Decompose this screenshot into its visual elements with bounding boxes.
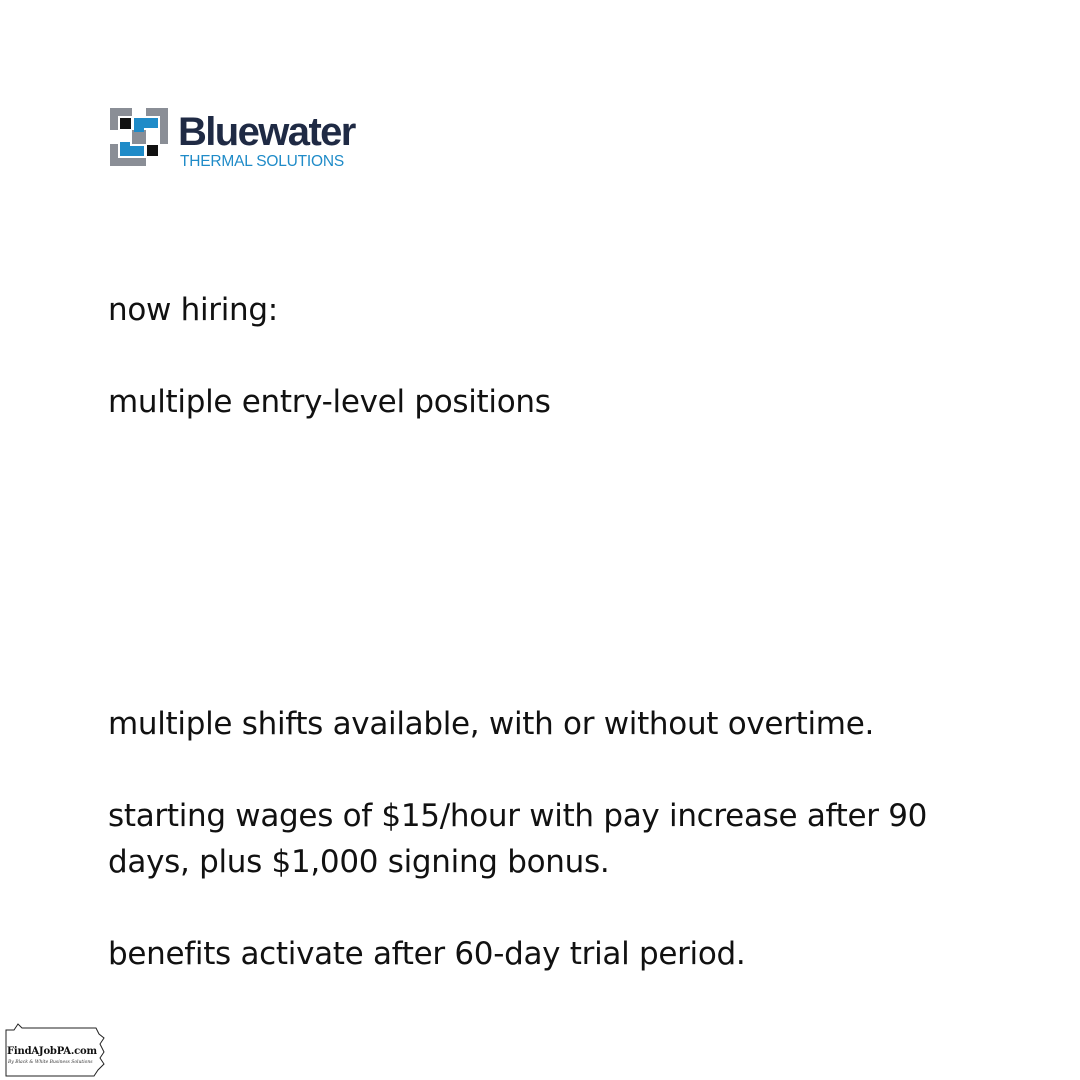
- logo-wordmark: Bluewater: [178, 110, 355, 154]
- bluewater-logo: [108, 106, 378, 176]
- logo-tagline: THERMAL SOLUTIONS: [180, 153, 344, 170]
- heading-now-hiring: now hiring:: [108, 292, 278, 328]
- findajobpa-badge: [4, 1022, 106, 1078]
- badge-subtitle: By Black & White Business Solutions: [8, 1060, 93, 1065]
- wages-text-line-2: days, plus $1,000 signing bonus.: [108, 844, 610, 880]
- badge-name: FindAJobPA.com: [7, 1046, 97, 1057]
- bluewater-logo-mark-icon: [108, 106, 170, 168]
- benefits-text: benefits activate after 60-day trial period.: [108, 936, 746, 972]
- shifts-text: multiple shifts available, with or without overtime.: [108, 706, 875, 742]
- wages-text-line-1: starting wages of $15/hour with pay increase after 90: [108, 798, 928, 834]
- positions-text: multiple entry-level positions: [108, 384, 551, 420]
